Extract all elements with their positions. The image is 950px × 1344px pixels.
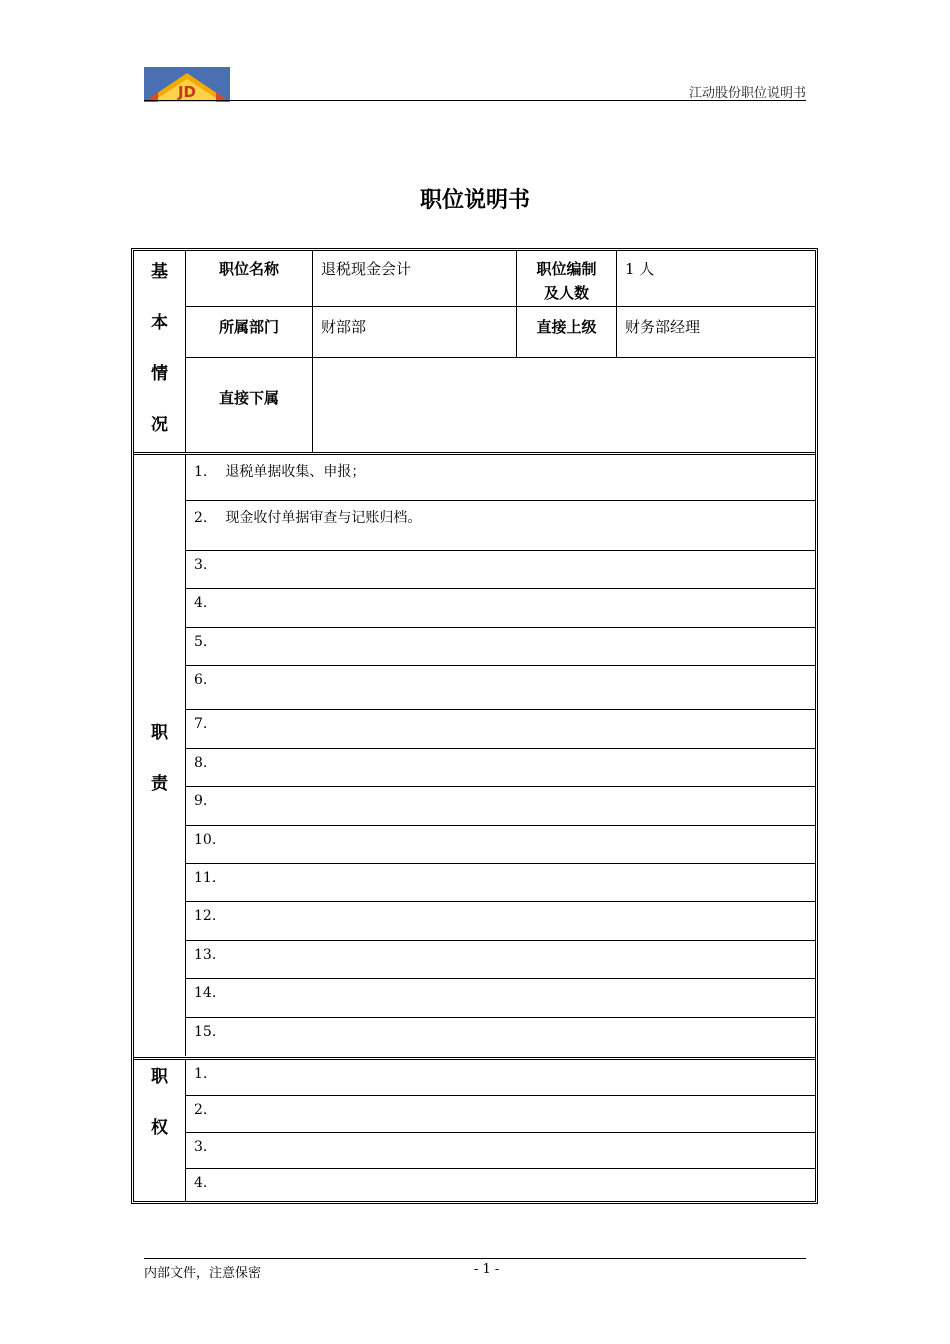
row-number: 3. xyxy=(194,1139,208,1155)
position-name-label: 职位名称 xyxy=(185,251,312,306)
supervisor-value: 财务部经理 xyxy=(616,306,815,357)
row-number: 12. xyxy=(194,908,217,924)
authority-char-1: 职 xyxy=(151,1067,168,1087)
table-row xyxy=(185,709,815,748)
table-row xyxy=(185,500,815,550)
row-text: 现金收付单据审查与记账归档。 xyxy=(225,510,422,526)
headcount-value: 1 人 xyxy=(616,251,815,306)
row-number: 15. xyxy=(194,1024,217,1040)
row-number: 5. xyxy=(194,634,208,650)
department-value: 财部部 xyxy=(312,306,516,357)
table-row xyxy=(185,901,815,940)
row-number: 8. xyxy=(194,755,208,771)
row-number: 1. xyxy=(194,1066,208,1082)
page-title: 职位说明书 xyxy=(419,188,530,213)
row-number: 4. xyxy=(194,595,208,611)
duties-char-1: 职 xyxy=(151,723,168,743)
row-text: 退税单据收集、申报； xyxy=(225,464,366,480)
basic-char-4: 况 xyxy=(151,415,168,435)
department-label: 所属部门 xyxy=(185,306,312,357)
subordinate-value xyxy=(312,357,815,452)
footer-rule xyxy=(144,1258,806,1259)
basic-char-1: 基 xyxy=(151,262,168,282)
row-number: 2. xyxy=(194,1102,208,1118)
row-number: 2. xyxy=(194,510,208,526)
section-basic-label xyxy=(134,251,185,452)
authority-char-2: 权 xyxy=(151,1118,168,1138)
row-number: 1. xyxy=(194,464,208,480)
table-row xyxy=(185,1132,815,1168)
page-number: - 1 - xyxy=(474,1262,500,1277)
duties-char-2: 责 xyxy=(151,774,168,794)
position-name-value: 退税现金会计 xyxy=(312,251,516,306)
table-row xyxy=(185,786,815,825)
section-duties-label xyxy=(134,455,185,1057)
table-row xyxy=(185,1017,815,1056)
table-row xyxy=(185,1095,815,1132)
basic-char-3: 情 xyxy=(151,364,168,384)
row-number: 7. xyxy=(194,716,208,732)
subordinate-label: 直接下属 xyxy=(185,357,312,452)
table-row xyxy=(185,1060,815,1095)
company-logo xyxy=(144,67,230,102)
logo-text: JD xyxy=(177,83,197,101)
table-row xyxy=(185,588,815,627)
headcount-label-line1: 职位编制 xyxy=(536,260,597,278)
section-authority-label xyxy=(134,1060,185,1201)
row-number: 10. xyxy=(194,832,217,848)
table-row xyxy=(185,455,815,500)
table-row xyxy=(185,825,815,863)
headcount-label xyxy=(516,251,616,306)
row-number: 4. xyxy=(194,1175,208,1191)
row-number: 6. xyxy=(194,672,208,688)
table-row xyxy=(185,978,815,1017)
document-name: 江动股份职位说明书 xyxy=(688,86,806,101)
basic-char-2: 本 xyxy=(151,313,168,333)
table-row xyxy=(185,550,815,588)
table-row xyxy=(185,665,815,709)
table-row xyxy=(185,940,815,978)
table-row xyxy=(185,863,815,901)
supervisor-label: 直接上级 xyxy=(516,306,616,357)
table-row xyxy=(185,748,815,786)
row-number: 9. xyxy=(194,793,208,809)
table-row xyxy=(185,1168,815,1201)
table-row xyxy=(185,627,815,665)
row-number: 3. xyxy=(194,557,208,573)
headcount-label-line2: 及人数 xyxy=(543,284,589,302)
row-number: 14. xyxy=(194,985,217,1001)
row-number: 13. xyxy=(194,947,217,963)
confidential-note: 内部文件，注意保密 xyxy=(144,1266,262,1281)
row-number: 11. xyxy=(194,870,217,886)
job-description-form xyxy=(131,248,818,1204)
